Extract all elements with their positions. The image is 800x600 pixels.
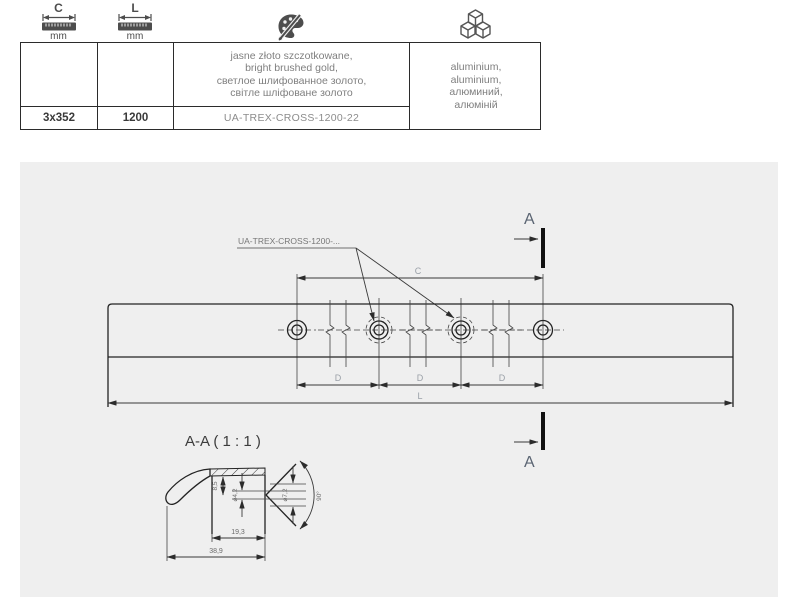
dim-height-label: 8,5	[212, 481, 219, 491]
dim-c-label: C	[414, 266, 422, 276]
header-finish	[173, 2, 409, 42]
finish-line: світле шліфоване золото	[230, 87, 353, 99]
cell-material	[410, 43, 542, 129]
finish-line: jasne złoto szczotkowane,	[230, 49, 353, 62]
cell-c-empty	[21, 43, 98, 106]
header-l	[97, 2, 173, 42]
section-letter-top: A	[524, 211, 535, 228]
header-material	[409, 2, 541, 42]
palette-icon	[275, 10, 307, 42]
dim-hole-label: ⌀4,2	[232, 488, 239, 502]
l-unit: mm	[126, 31, 144, 42]
l-letter: L	[131, 1, 139, 15]
spec-table-body	[20, 42, 541, 130]
dim-d-label: D	[334, 373, 342, 383]
c-value: 3x352	[43, 112, 75, 124]
finish-line: bright brushed gold,	[245, 62, 338, 74]
spec-table	[20, 2, 541, 130]
technical-drawing	[20, 162, 778, 597]
l-value: 1200	[122, 112, 149, 124]
dim-d-label: D	[416, 373, 424, 383]
section-letter-bottom: A	[524, 454, 535, 471]
material-line: aluminium,	[450, 61, 502, 73]
dim-d-label: D	[498, 373, 506, 383]
section-title: A-A ( 1 : 1 )	[185, 433, 261, 450]
cell-finish	[174, 43, 410, 106]
product-code: UA-TREX-CROSS-1200-22	[223, 112, 360, 124]
c-letter: C	[54, 1, 63, 15]
cell-l-value	[98, 106, 174, 129]
spec-table-header	[20, 2, 541, 42]
cell-c-value	[21, 106, 98, 129]
cell-product-code	[174, 106, 410, 129]
drawing-panel	[20, 162, 778, 597]
dim-l-label: L	[417, 391, 423, 401]
leader-label: UA-TREX-CROSS-1200-...	[238, 236, 341, 246]
ruler-width-icon	[39, 14, 79, 31]
c-unit: mm	[50, 31, 67, 42]
dim-body-width-label: 19,3	[231, 529, 245, 536]
dim-angle-label: 90°	[316, 491, 323, 501]
section-profile	[166, 461, 314, 534]
dim-total-width-label: 38,9	[209, 548, 223, 555]
header-c	[20, 2, 97, 42]
finish-line: светлое шлифованное золото,	[216, 74, 367, 87]
material-line: алюміній	[454, 98, 498, 111]
material-line: алюминий,	[449, 86, 503, 98]
cell-l-empty	[98, 43, 174, 106]
material-line: aluminium,	[450, 73, 502, 86]
ruler-length-icon	[115, 14, 155, 31]
cubes-icon	[457, 8, 494, 42]
dim-countersink-label: ⌀7,2	[282, 488, 289, 502]
